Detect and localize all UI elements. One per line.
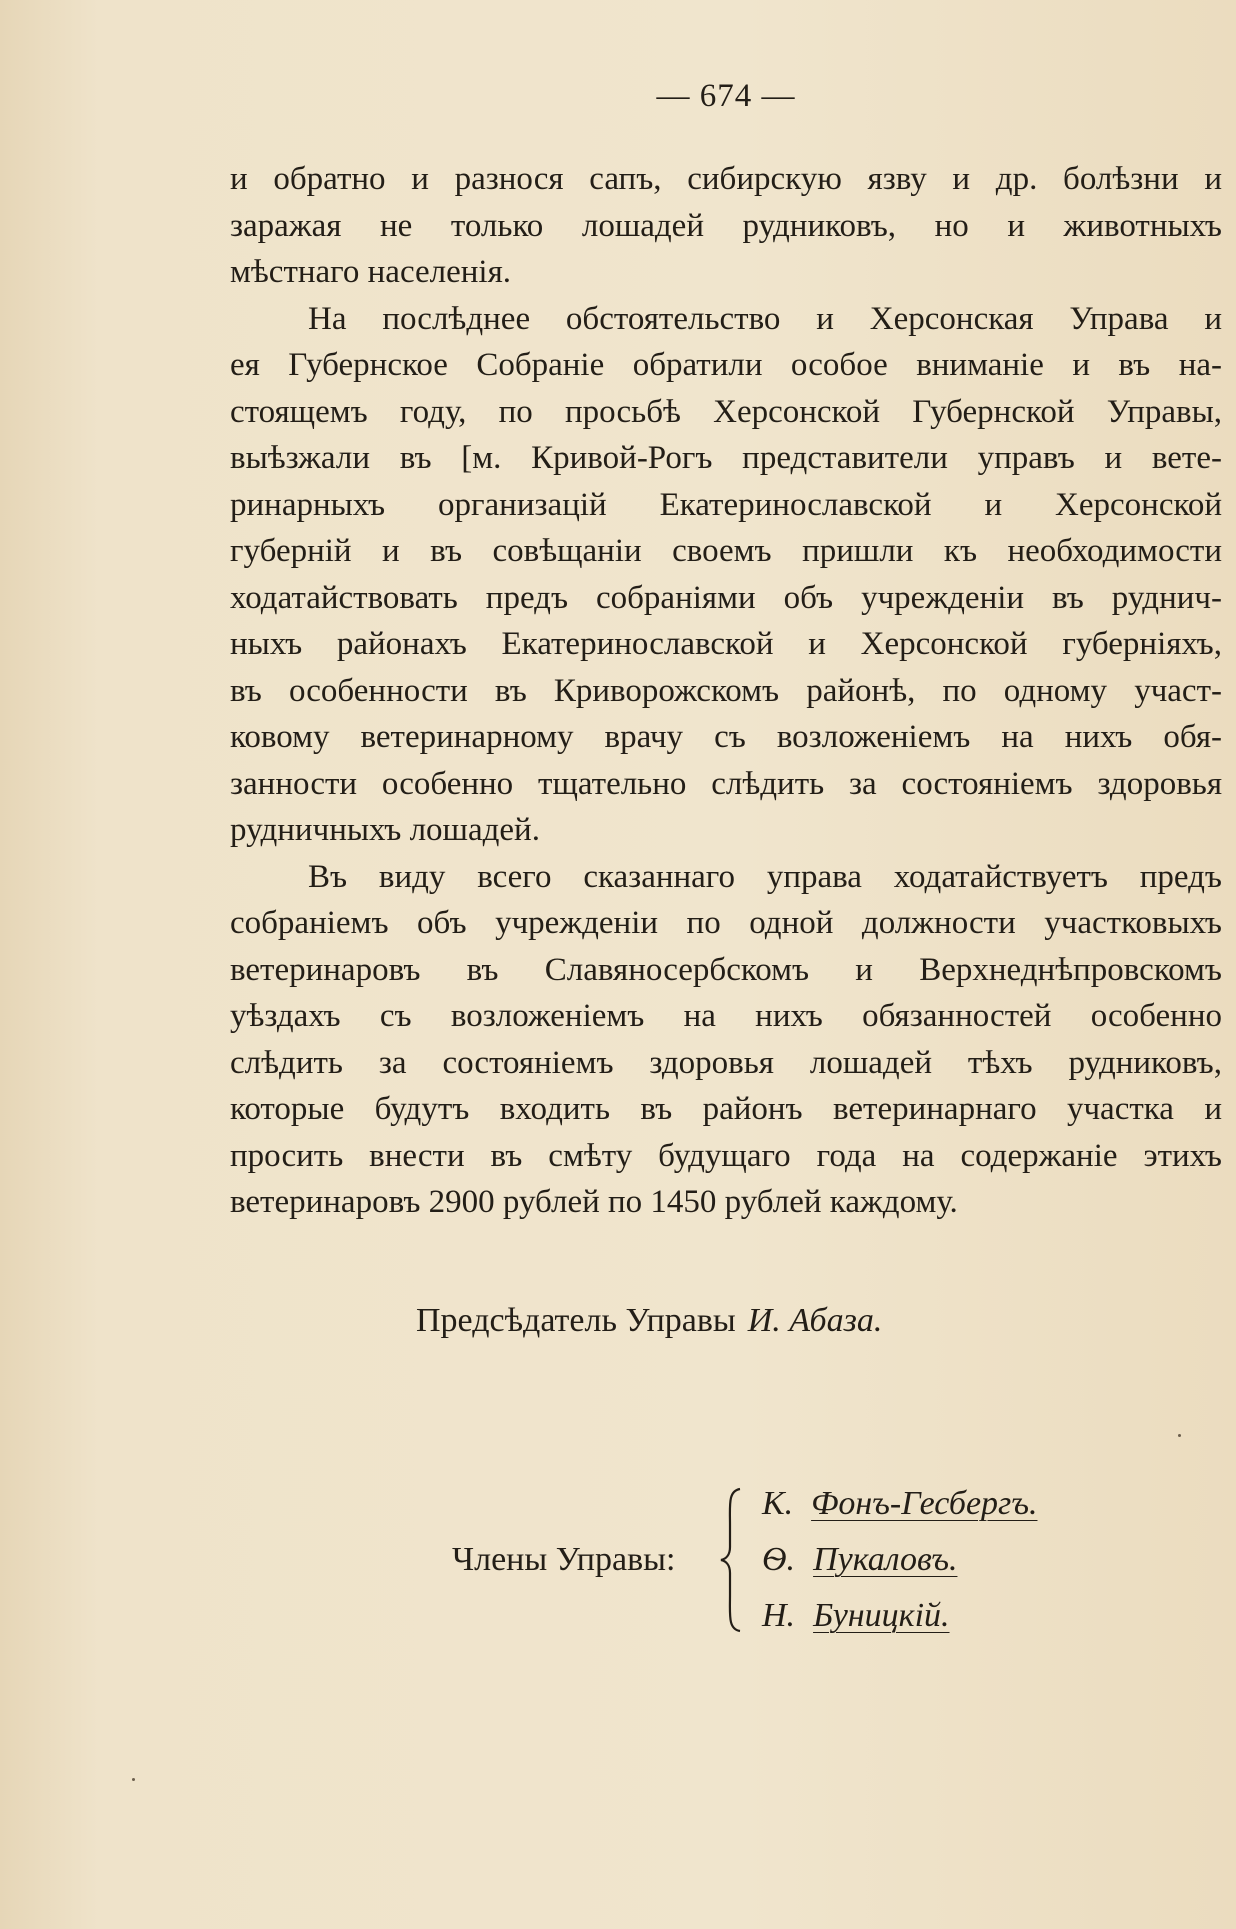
curly-brace-icon — [718, 1485, 744, 1635]
text-line: заражая не только лошадей рудниковъ, но и животныхъ — [230, 207, 1222, 244]
text-line: и обратно и разнося сапъ, сибирскую язву и др. болѣзни и — [230, 161, 1222, 197]
paragraph-3 — [230, 854, 1222, 1226]
paper-speck — [132, 1778, 135, 1781]
text-line: Въ виду всего сказаннаго управа ходатайствуетъ предъ — [308, 858, 1222, 895]
text-line: ветеринаровъ 2900 рублей по 1450 рублей каждому. — [230, 1184, 958, 1220]
text-line: собраніемъ объ учрежденіи по одной должности участковыхъ — [230, 905, 1222, 941]
text-line: выѣзжали въ [м. Кривой-Рогъ представители управъ и вете- — [230, 440, 1222, 476]
text-line: просить внести въ смѣту будущаго года на содержаніе этихъ — [230, 1137, 1222, 1174]
text-line: ныхъ районахъ Екатеринославской и Херсонской губерніяхъ, — [230, 626, 1222, 662]
text-line: занности особенно тщательно слѣдить за состояніемъ здоровья — [230, 765, 1222, 802]
text-line: уѣздахъ съ возложеніемъ на нихъ обязанностей особенно — [230, 998, 1222, 1034]
member-signature — [762, 1597, 950, 1635]
text-line: На послѣднее обстоятельство и Херсонская Управа и — [308, 300, 1222, 337]
member-signature — [762, 1541, 957, 1579]
text-line: губерній и въ совѣщаніи своемъ пришли къ необходимости — [230, 533, 1222, 569]
chairman-name: И. Абаза. — [747, 1302, 883, 1339]
text-line: ходатайствовать предъ собраніями объ учрежденіи въ руднич- — [230, 579, 1222, 616]
page-number: — 674 — — [656, 78, 796, 114]
member-signature — [762, 1485, 1037, 1523]
paragraph-1 — [230, 156, 1222, 296]
member-initial: Ѳ. — [762, 1541, 796, 1578]
text-line: стоящемъ году, по просьбѣ Херсонской Губернской Управы, — [230, 393, 1222, 430]
text-line: рудничныхъ лошадей. — [230, 812, 540, 848]
member-initial: К. — [762, 1485, 794, 1522]
member-surname: Пукаловъ. — [813, 1541, 958, 1578]
member-surname: Фонъ-Гесбергъ. — [811, 1485, 1038, 1522]
chairman-title: Предсѣдатель Управы — [416, 1302, 736, 1339]
member-surname: Буницкій. — [813, 1597, 950, 1634]
body-text — [230, 156, 1222, 1226]
chairman-signature — [416, 1302, 882, 1340]
member-initial: Н. — [762, 1597, 796, 1634]
text-line: слѣдить за состояніемъ здоровья лошадей тѣхъ рудниковъ, — [230, 1044, 1222, 1081]
paragraph-2 — [230, 296, 1222, 854]
text-line: ея Губернское Собраніе обратили особое вниманіе и въ на- — [230, 347, 1222, 383]
text-line: въ особенности въ Криворожскомъ районѣ, по одному участ- — [230, 672, 1222, 709]
paper-speck — [1178, 1434, 1181, 1437]
text-line: мѣстнаго населенія. — [230, 254, 512, 290]
text-line: которые будутъ входить въ районъ ветеринарнаго участка и — [230, 1091, 1222, 1127]
text-line: ветеринаровъ въ Славяносербскомъ и Верхнеднѣпровскомъ — [230, 951, 1222, 988]
text-line: ковому ветеринарному врачу съ возложеніемъ на нихъ обя- — [230, 719, 1222, 755]
text-line: ринарныхъ организацій Екатеринославской и Херсонской — [230, 486, 1222, 523]
members-label: Члены Управы: — [452, 1541, 676, 1578]
